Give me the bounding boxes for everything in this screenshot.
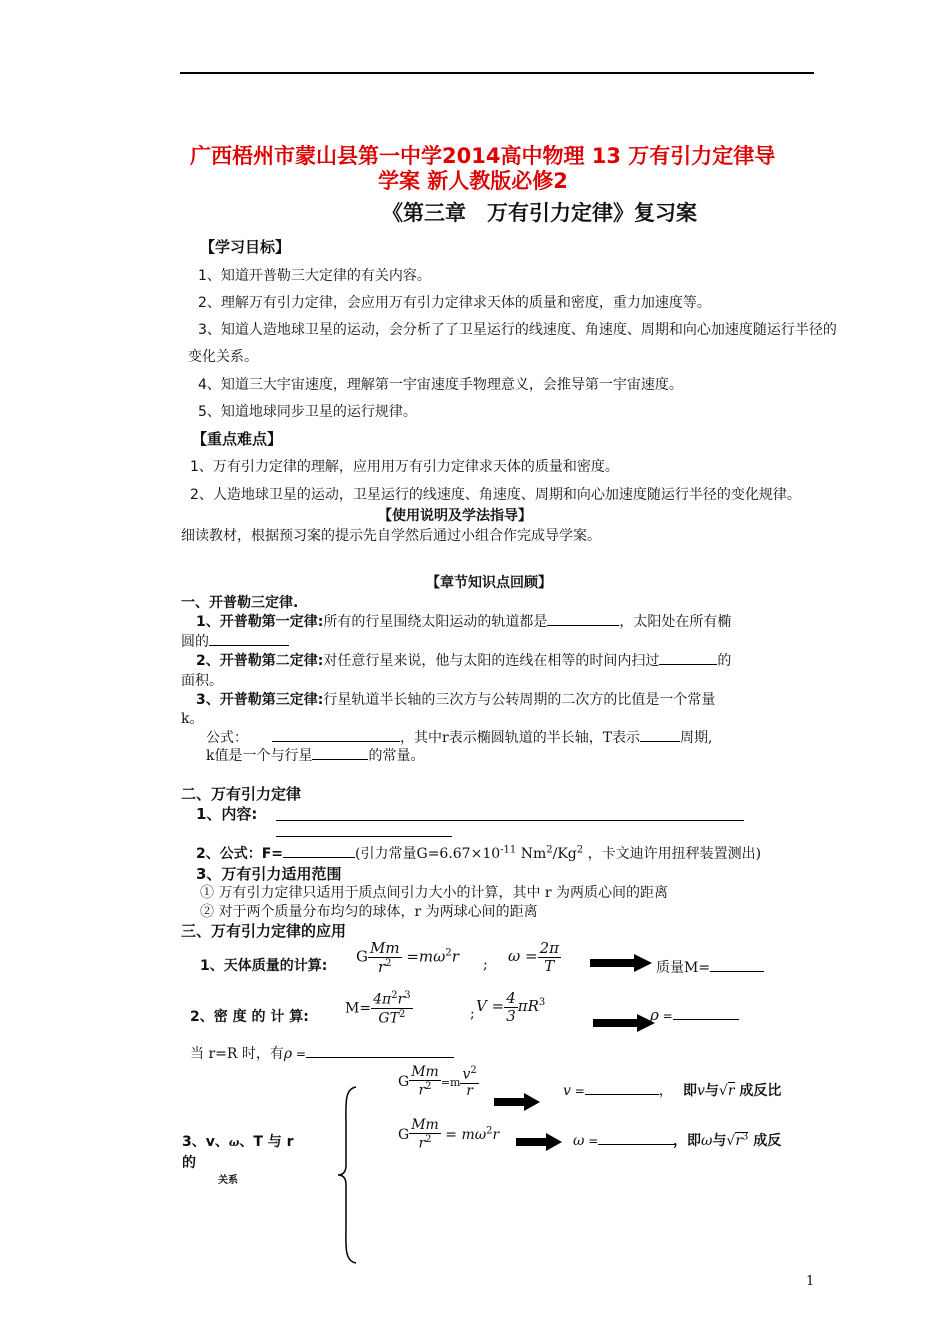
density-label: 2、密 度 的 计 算: bbox=[190, 1009, 309, 1025]
goal-item: 变化关系。 bbox=[188, 349, 258, 365]
doc-title-line2: 学案 新人教版必修2 bbox=[378, 169, 568, 193]
key-item: 1、万有引力定律的理解，应用用万有引力定律求天体的质量和密度。 bbox=[190, 459, 619, 475]
mass-sep: ; bbox=[483, 957, 488, 973]
kepler2-blank[interactable] bbox=[659, 650, 717, 665]
kepler3-label: 3、开普勒第三定律: bbox=[196, 692, 324, 708]
goal-item: 1、知道开普勒三大定律的有关内容。 bbox=[198, 268, 431, 284]
formula2-end: ，卡文迪许用扭秤装置测出) bbox=[583, 846, 762, 862]
content-blank2[interactable] bbox=[276, 836, 452, 837]
formula2-note: (引力常量G=6.67×10 bbox=[355, 846, 501, 862]
kvalue-line bbox=[206, 745, 424, 765]
density-formula: M= $\frac{4\pi^2r^3}{GT^2}$ bbox=[345, 990, 411, 1027]
formula2-blank[interactable] bbox=[283, 843, 355, 858]
right-arrow-icon bbox=[590, 953, 652, 973]
brace-icon bbox=[336, 1085, 360, 1265]
volume-formula: V = $\frac{4}{3}$ $\pi R^3$ bbox=[476, 989, 546, 1025]
relation-label3: 的 bbox=[182, 1155, 196, 1171]
kvalue-text2: 的常量。 bbox=[368, 748, 425, 764]
kepler1-blank[interactable] bbox=[547, 611, 619, 626]
review-heading: 【章节知识点回顾】 bbox=[426, 575, 552, 591]
formula-label: 公式： bbox=[206, 730, 248, 746]
kvalue-blank[interactable] bbox=[312, 745, 368, 760]
formula-line bbox=[206, 727, 712, 747]
kepler2-line bbox=[196, 650, 731, 670]
usage-text: 细读教材，根据预习案的提示先自学然后通过小组合作完成导学案。 bbox=[181, 528, 601, 544]
kepler3-line2: k。 bbox=[181, 711, 204, 727]
doc-title-line1: 广西梧州市蒙山县第一中学2014高中物理 13 万有引力定律导 bbox=[190, 144, 776, 168]
kepler3-line bbox=[196, 689, 715, 709]
usage-heading: 【使用说明及学法指导】 bbox=[378, 508, 532, 524]
content-label: 1、内容: bbox=[196, 805, 258, 823]
right-arrow-icon bbox=[494, 1093, 540, 1111]
range-item: ① 万有引力定律只适用于质点间引力大小的计算，其中 r 为两质心间的距离 bbox=[200, 885, 669, 901]
mass-result: 质量M= bbox=[656, 957, 764, 977]
formula-blank[interactable] bbox=[272, 727, 400, 742]
w-result: ω = bbox=[573, 1130, 676, 1149]
density-blank[interactable] bbox=[673, 1005, 739, 1020]
density-sep: ; bbox=[470, 1006, 475, 1022]
kepler2-line2: 面积。 bbox=[181, 673, 223, 689]
w-tail: ，即ω与$√r^3$ 成反 bbox=[673, 1131, 782, 1149]
relation-label4: 关系 bbox=[218, 1175, 238, 1186]
goals-heading: 【学习目标】 bbox=[200, 238, 291, 256]
key-item: 2、人造地球卫星的运动，卫星运行的线速度、角速度、周期和向心加速度随运行半径的变化规律。 bbox=[190, 487, 801, 503]
period-blank[interactable] bbox=[640, 727, 680, 742]
kepler3-text: 行星轨道半长轴的三次方与公转周期的二次方的比值是一个常量 bbox=[323, 692, 716, 708]
kepler1-text2: ，太阳处在所有椭 bbox=[619, 614, 732, 630]
mass-formula: G $\frac{Mm}{r^2}$ $=m\omega^2r$ bbox=[356, 939, 459, 976]
key-heading: 【重点难点】 bbox=[192, 430, 283, 448]
goal-item: 5、知道地球同步卫星的运行规律。 bbox=[198, 404, 417, 420]
kepler2-text2: 的 bbox=[717, 653, 732, 669]
formula2-unit: Nm bbox=[516, 846, 547, 862]
kepler2-label: 2、开普勒第二定律: bbox=[196, 653, 324, 669]
relation-label: 3、v、ω、T 与 r bbox=[182, 1134, 294, 1150]
mass-blank[interactable] bbox=[710, 957, 764, 972]
w-blank[interactable] bbox=[598, 1130, 676, 1145]
kepler1-line bbox=[196, 611, 731, 631]
content-blank[interactable] bbox=[276, 820, 744, 821]
formula2-unit2: /Kg bbox=[552, 846, 577, 862]
kvalue-text: k值是一个与行星 bbox=[206, 748, 313, 764]
kepler1-blank2[interactable] bbox=[209, 631, 289, 646]
goal-item: 3、知道人造地球卫星的运动，会分析了了卫星运行的线速度、角速度、周期和向心加速度随运行半径的 bbox=[198, 322, 837, 338]
formula-text2: 周期, bbox=[680, 730, 713, 746]
header-rule bbox=[180, 72, 814, 74]
range-heading: 3、万有引力适用范围 bbox=[196, 865, 342, 883]
goal-item: 2、理解万有引力定律，会应用万有引力定律求天体的质量和密度，重力加速度等。 bbox=[198, 295, 711, 311]
v-tail: 即v与√r 成反比 bbox=[683, 1083, 782, 1099]
page-number: 1 bbox=[806, 1274, 815, 1289]
goal-item: 4、知道三大宇宙速度，理解第一宇宙速度手物理意义，会推导第一宇宙速度。 bbox=[198, 377, 683, 393]
section3-heading: 三、万有引力定律的应用 bbox=[181, 922, 347, 940]
v-blank[interactable] bbox=[585, 1080, 659, 1095]
v-result: v = ， bbox=[563, 1080, 673, 1100]
when-r-line: 当 r=R 时，有ρ = bbox=[190, 1043, 454, 1063]
kepler1-line2 bbox=[181, 631, 289, 651]
right-arrow-icon bbox=[516, 1133, 562, 1151]
kepler1-text3: 圆的 bbox=[181, 634, 209, 650]
section1-heading: 一、开普勒三定律. bbox=[181, 595, 299, 611]
range-item: ② 对于两个质量分布均匀的球体，r 为两球心间的距离 bbox=[200, 904, 538, 920]
formula2-exp: -11 bbox=[500, 844, 517, 856]
formula2-line: 2、公式：F= (引力常量$G=6.67\times 10^{-11}$ Nm$^2$/Kg$^2$ ，卡文迪许用扭秤装置测出) bbox=[196, 844, 762, 862]
mass-label: 1、天体质量的计算: bbox=[200, 958, 328, 974]
right-arrow-icon bbox=[593, 1013, 655, 1033]
density-result: ρ = bbox=[650, 1005, 739, 1024]
density-r-blank[interactable] bbox=[306, 1043, 454, 1058]
formula2-label: 2、公式：F= bbox=[196, 846, 284, 862]
formula-text: ，其中r表示椭圆轨道的半长轴，T表示 bbox=[400, 730, 641, 746]
kepler1-label: 1、开普勒第一定律: bbox=[196, 614, 324, 630]
w-formula: G $\frac{Mm}{r^2}$ = $m\omega^2r$ bbox=[398, 1117, 500, 1153]
omega-formula: ω = $\frac{2\pi}{T}$ bbox=[508, 939, 559, 975]
kepler2-text: 对任意行星来说，他与太阳的连线在相等的时间内扫过 bbox=[323, 653, 660, 669]
v-formula: G $\frac{Mm}{r^2}$ =m $\frac{v^2}{r}$ bbox=[398, 1064, 477, 1100]
kepler1-text: 所有的行星围绕太阳运动的轨道都是 bbox=[323, 614, 548, 630]
doc-subtitle: 《第三章 万有引力定律》复习案 bbox=[382, 201, 697, 225]
section2-heading: 二、万有引力定律 bbox=[181, 785, 302, 803]
